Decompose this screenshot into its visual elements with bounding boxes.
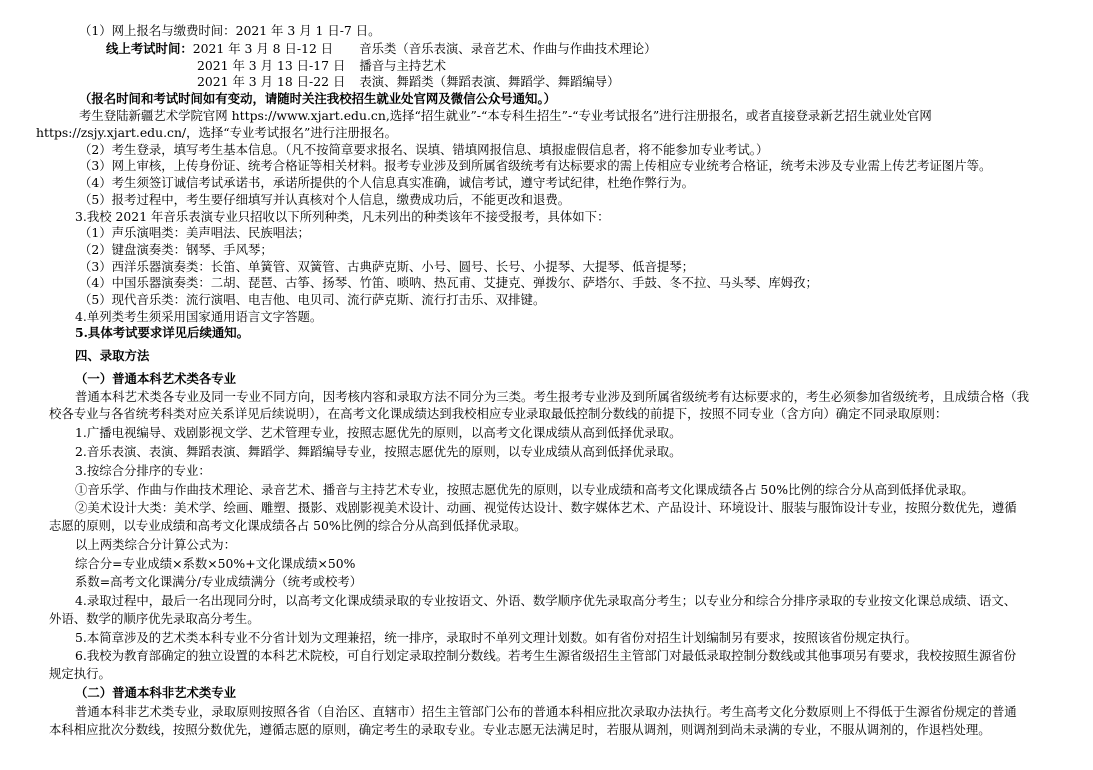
category-chinese: （4）中国乐器演奏类：二胡、琵琶、古筝、扬琴、竹笛、唢呐、热瓦甫、艾捷克、弹拨尔、萨塔尔、手鼓、冬不拉、马头琴、库姆孜；	[79, 275, 818, 290]
music-categories-intro: 3.我校 2021 年音乐表演专业只招收以下所列种类，凡未列出的种类该年不接受报考，具体如下：	[75, 209, 610, 224]
section-heading-admission: 四、录取方法	[75, 348, 150, 363]
rule-3-item-2-line1: ②美术设计大类：美术学、绘画、雕塑、摄影、戏剧影视美术设计、动画、视觉传达设计、数字媒体艺术、产品设计、环境设计、服装与服饰设计专业，按照分数优先，遵循	[75, 500, 1017, 515]
subsection-heading-non-art: （二）普通本科非艺术类专业	[75, 685, 237, 700]
change-notice: （报名时间和考试时间如有变动，请随时关注我校招生就业处官网及微信公众号通知。）	[79, 91, 557, 106]
registration-time-line: （1）网上报名与缴费时间：2021 年 3 月 1 日-7 日。	[79, 23, 381, 38]
exam-time-line-music	[106, 40, 657, 57]
step-3-line: （3）网上审核，上传身份证、统考合格证等相关材料。报考专业涉及到所属省级统考有达标要求的需上传相应专业统考合格证，统考未涉及专业需上传艺考证图片等。	[79, 158, 992, 173]
step-4-line: （4）考生须签订诚信考试承诺书，承诺所提供的个人信息真实准确，诚信考试，遵守考试纪律，杜绝作弊行为。	[79, 175, 695, 190]
language-requirement: 4.单列类考生须采用国家通用语言文字答题。	[75, 309, 323, 324]
art-intro-line1: 普通本科艺术类各专业及同一专业不同方向，因考核内容和录取方法不同分为三类。考生报考专业涉及到所属省级统考有达标要求的，考生必须参加省级统考，且成绩合格（我	[75, 389, 1030, 404]
exam-subject-broadcast: 播音与主持艺术	[359, 58, 447, 73]
exam-date-dance: 2021 年 3 月 18 日-22 日	[197, 74, 346, 89]
rule-1: 1.广播电视编导、戏剧影视文学、艺术管理专业，按照志愿优先的原则，以高考文化课成绩从高到低择优录取。	[75, 425, 682, 440]
rule-4-line2: 外语、数学的顺序优先录取高分考生。	[49, 611, 260, 626]
formula-coefficient: 系数=高考文化课满分/专业成绩满分（统考或校考）	[75, 574, 363, 589]
rule-6-line2: 规定执行。	[49, 666, 111, 681]
art-intro-line2: 校各专业与各省统考科类对应关系详见后续说明），在高考文化课成绩达到我校相应专业录取最低控制分数线的前提下，按照不同专业（含方向）确定不同录取原则：	[49, 406, 948, 421]
rule-2: 2.音乐表演、表演、舞蹈表演、舞蹈学、舞蹈编导专业，按照志愿优先的原则，以专业成绩从高到低择优录取。	[75, 444, 682, 459]
step-5-line: （5）报考过程中，考生要仔细填写并认真核对个人信息，缴费成功后，不能更改和退费。	[79, 192, 571, 207]
register-instructions-line1: 考生登陆新疆艺术学院官网 https://www.xjart.edu.cn,选择“招生就业”-“本专科生招生”-“专业考试报名”进行注册报名，或者直接登录新艺招生就业处官网	[79, 108, 932, 123]
category-modern: （5）现代音乐类：流行演唱、电吉他、电贝司、流行萨克斯、流行打击乐、双排键。	[79, 292, 546, 307]
exam-subject-music: 音乐类（音乐表演、录音艺术、作曲与作曲技术理论）	[359, 41, 657, 56]
non-art-line2: 本科相应批次分数线，按照分数优先，遵循志愿的原则，确定考生的录取专业。专业志愿无法满足时，若服从调剂，则调剂到尚未录满的专业，不服从调剂的，作退档处理。	[49, 722, 991, 737]
formula-composite: 综合分=专业成绩×系数×50%+文化课成绩×50%	[75, 556, 356, 571]
rule-3-item-1: ①音乐学、作曲与作曲技术理论、录音艺术、播音与主持艺术专业，按照志愿优先的原则，以专业成绩和高考文化课成绩各占 50%比例的综合分从高到低择优录取。	[75, 482, 974, 497]
rule-4-line1: 4.录取过程中，最后一名出现同分时，以高考文化课成绩录取的专业按语文、外语、数学顺序优先录取高分考生；以专业分和综合分排序录取的专业按文化课总成绩、语文、	[75, 593, 1017, 608]
register-instructions-line2: https://zsjy.xjart.edu.cn/，选择“专业考试报名”进行注册报名。	[36, 125, 398, 140]
rule-3-item-2-line2: 志愿的原则，以专业成绩和高考文化课成绩各占 50%比例的综合分从高到低择优录取。	[49, 518, 527, 533]
rule-5: 5.本简章涉及的艺术类本科专业不分省计划为文理兼招，统一排序，录取时不单列文理计划数。如有省份对招生计划编制另有要求，按照该省份规定执行。	[75, 630, 917, 645]
non-art-line1: 普通本科非艺术类专业，录取原则按照各省（自治区、直辖市）招生主管部门公布的普通本科相应批次录取办法执行。考生高考文化分数原则上不得低于生源省份规定的普通	[75, 704, 1017, 719]
exam-date-broadcast: 2021 年 3 月 13 日-17 日	[197, 58, 346, 73]
rule-3: 3.按综合分排序的专业：	[75, 463, 211, 478]
step-2-line: （2）考生登录，填写考生基本信息。（凡不按简章要求报名、误填、错填网报信息、填报虚假信息者，将不能参加专业考试。）	[79, 142, 769, 157]
exam-subject-dance: 表演、舞蹈类（舞蹈表演、舞蹈学、舞蹈编导）	[359, 74, 620, 89]
category-keyboard: （2）键盘演奏类：钢琴、手风琴；	[79, 242, 273, 257]
exam-date-music: 2021 年 3 月 8 日-12 日	[192, 41, 334, 56]
exam-requirements-note: 5.具体考试要求详见后续通知。	[75, 325, 250, 340]
exam-time-line-dance	[197, 73, 620, 90]
rule-6-line1: 6.我校为教育部确定的独立设置的本科艺术院校，可自行划定录取控制分数线。若考生生源省级招生主管部门对最低录取控制分数线或其他事项另有要求，我校按照生源省份	[75, 648, 1017, 663]
exam-time-label: 线上考试时间：	[106, 41, 193, 56]
category-western: （3）西洋乐器演奏类：长笛、单簧管、双簧管、古典萨克斯、小号、圆号、长号、小提琴、大提琴、低音提琴；	[79, 259, 695, 274]
exam-time-line-broadcast	[197, 57, 446, 74]
formula-intro: 以上两类综合分计算公式为：	[75, 537, 237, 552]
category-vocal: （1）声乐演唱类：美声唱法、民族唱法；	[79, 225, 310, 240]
subsection-heading-art: （一）普通本科艺术类各专业	[75, 371, 237, 386]
